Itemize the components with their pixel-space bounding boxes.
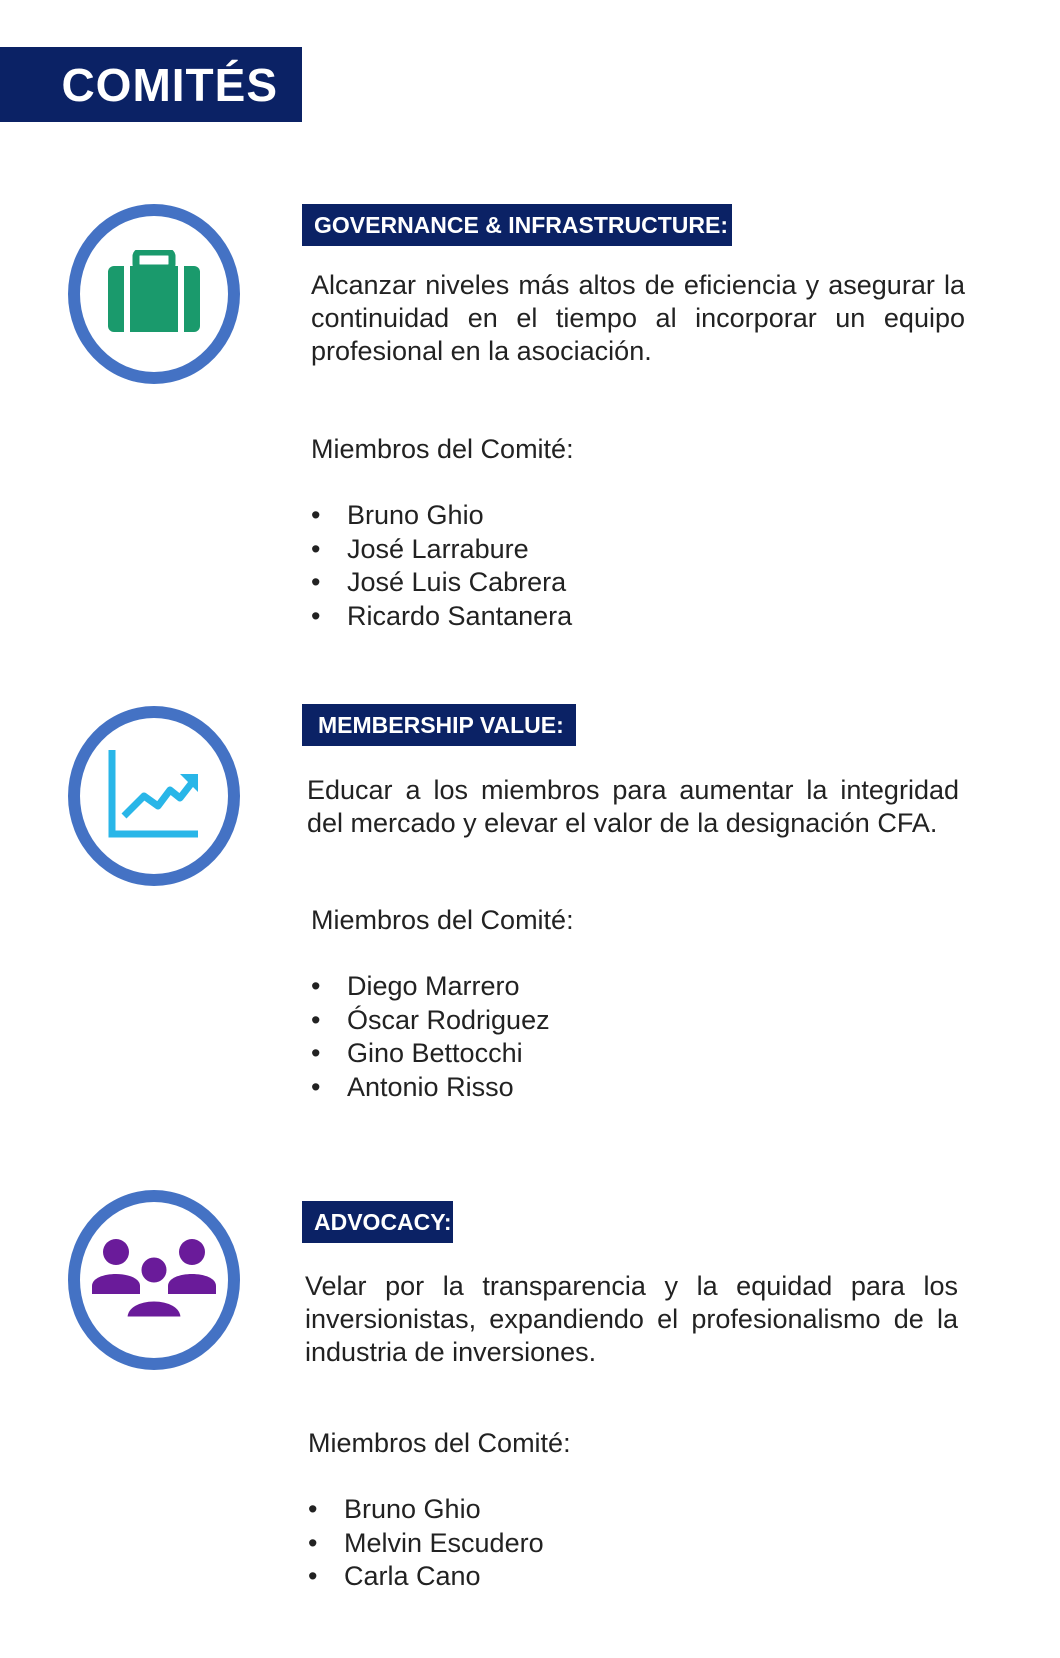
committee-heading: GOVERNANCE & INFRASTRUCTURE: xyxy=(302,204,732,246)
member-list xyxy=(311,499,572,633)
member-item: • Ricardo Santanera xyxy=(311,600,572,634)
committee-heading: ADVOCACY: xyxy=(302,1201,453,1243)
committee-description: Educar a los miembros para aumentar la integridad del mercado y elevar el valor de la designación CFA. xyxy=(307,775,959,838)
committee-heading: MEMBERSHIP VALUE: xyxy=(302,704,576,746)
committee-description: Velar por la transparencia y la equidad para los inversionistas, expandiendo el profesionalismo de la industria de inversiones. xyxy=(305,1271,958,1367)
member-item: • Melvin Escudero xyxy=(308,1527,544,1561)
member-item: • Óscar Rodriguez xyxy=(311,1004,550,1038)
member-item: • Antonio Risso xyxy=(311,1071,550,1105)
members-label: Miembros del Comité: xyxy=(311,434,574,464)
member-item: • José Luis Cabrera xyxy=(311,566,572,600)
member-item: • Gino Bettocchi xyxy=(311,1037,550,1071)
growth-chart-icon xyxy=(106,746,202,847)
advocacy-icon-circle xyxy=(68,1190,240,1370)
page-title-banner xyxy=(0,47,302,122)
member-item: • Carla Cano xyxy=(308,1560,544,1594)
members-label: Miembros del Comité: xyxy=(308,1428,571,1458)
member-list xyxy=(308,1493,544,1594)
page-title: COMITÉS xyxy=(61,58,278,111)
governance-icon-circle xyxy=(68,204,240,384)
committee-description: Alcanzar niveles más altos de eficiencia y asegurar la continuidad en el tiempo al incorporar un equipo profesional en la asociación. xyxy=(311,270,965,366)
member-item: • Bruno Ghio xyxy=(311,499,572,533)
member-item: • Bruno Ghio xyxy=(308,1493,544,1527)
people-group-icon xyxy=(90,1236,218,1325)
members-label: Miembros del Comité: xyxy=(311,905,574,935)
member-list xyxy=(311,970,550,1104)
briefcase-icon xyxy=(106,250,202,339)
membership-icon-circle xyxy=(68,706,240,886)
member-item: • José Larrabure xyxy=(311,533,572,567)
member-item: • Diego Marrero xyxy=(311,970,550,1004)
